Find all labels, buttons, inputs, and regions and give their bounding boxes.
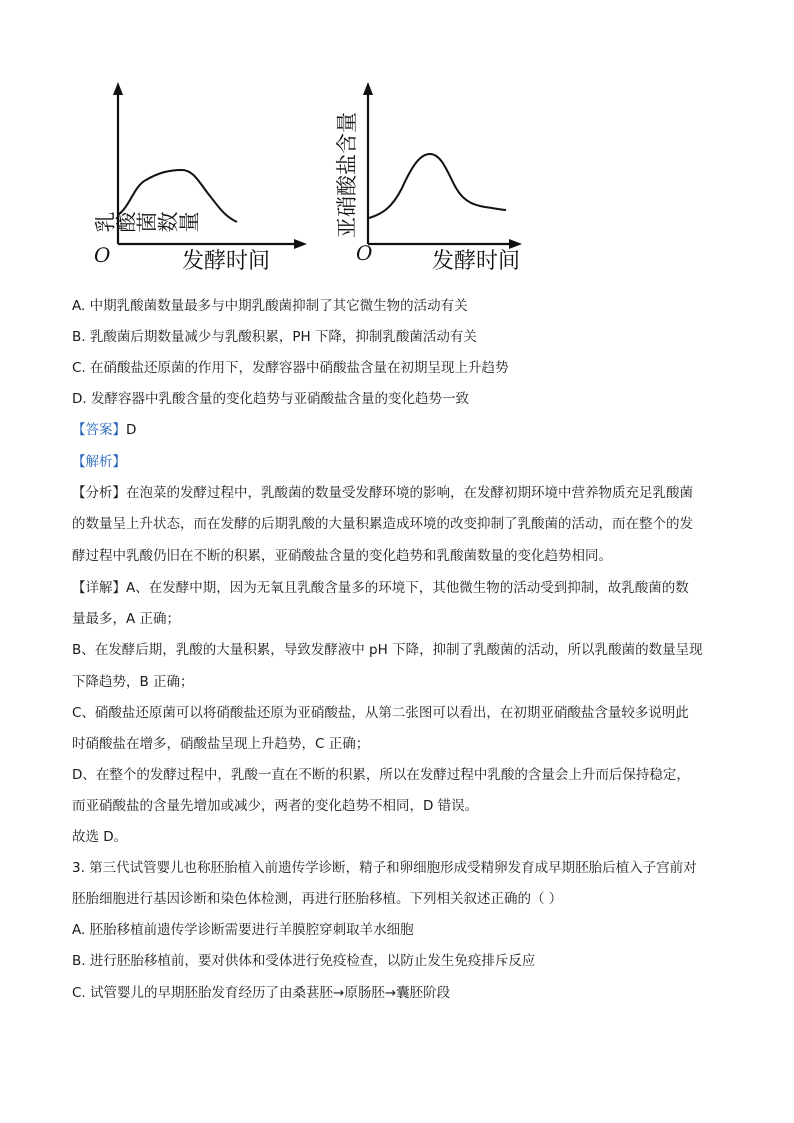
question3-stem-line1: 3. 第三代试管婴儿也称胚胎植入前遗传学诊断，精子和卵细胞形成受精卵发育成早期胚胎后植入子宫前对: [72, 860, 697, 876]
figure-two-curves: [72, 78, 542, 278]
chart1-x-arrow: [294, 239, 307, 249]
answer-tag: 【答案】: [72, 422, 126, 438]
chart-nitrite: [335, 82, 522, 274]
analysis-line: 而亚硝酸盐的含量先增加或减少，两者的变化趋势不相同，D 错误。: [72, 798, 479, 814]
analysis-line: 下降趋势，B 正确；: [72, 674, 194, 690]
question3-option-c: C. 试管婴儿的早期胚胎发育经历了由桑葚胚→原肠胚→囊胚阶段: [72, 985, 451, 1001]
chart2-ylabel: 亚硝酸盐含量: [335, 112, 359, 238]
answer-line: [72, 420, 732, 440]
chart1-y-arrow: [113, 82, 123, 95]
answer-value: D: [126, 422, 137, 438]
analysis-line: D、在整个的发酵过程中，乳酸一直在不断的积累，所以在发酵过程中乳酸的含量会上升而后保持稳定，: [72, 767, 690, 783]
chart2-curve: [369, 154, 506, 218]
option-a: A. 中期乳酸菌数量最多与中期乳酸菌抑制了其它微生物的活动有关: [72, 298, 468, 314]
analysis-conclusion: 故选 D。: [72, 829, 128, 845]
chart1-ylabel: 乳酸菌数量: [94, 211, 199, 235]
chart2-origin: O: [356, 241, 373, 265]
analysis-line: 【详解】A、在发酵中期，因为无氧且乳酸含量多的环境下，其他微生物的活动受到抑制，故乳酸菌的数: [72, 580, 689, 596]
analysis-line: B、在发酵后期，乳酸的大量积累，导致发酵液中 pH 下降，抑制了乳酸菌的活动，所以乳酸菌的数量呈现: [72, 642, 703, 658]
option-d: D. 发酵容器中乳酸含量的变化趋势与亚硝酸盐含量的变化趋势一致: [72, 391, 469, 407]
figure-svg: [72, 78, 542, 278]
chart1-origin: O: [94, 243, 111, 267]
option-b: B. 乳酸菌后期数量减少与乳酸积累，PH 下降，抑制乳酸菌活动有关: [72, 329, 477, 345]
analysis-tag: 【解析】: [72, 454, 126, 470]
analysis-line: 的数量呈上升状态，而在发酵的后期乳酸的大量积累造成环境的改变抑制了乳酸菌的活动，而在整个的发: [72, 516, 693, 532]
analysis-line: C、硝酸盐还原菌可以将硝酸盐还原为亚硝酸盐，从第二张图可以看出，在初期亚硝酸盐含量较多说明此: [72, 705, 689, 721]
question3-option-b: B. 进行胚胎移植前，要对供体和受体进行免疫检查，以防止发生免疫排斥反应: [72, 953, 536, 969]
chart1-xlabel: 发酵时间: [182, 249, 271, 274]
option-c: C. 在硝酸盐还原菌的作用下，发酵容器中硝酸盐含量在初期呈现上升趋势: [72, 360, 509, 376]
analysis-line: 时硝酸盐在增多，硝酸盐呈现上升趋势，C 正确；: [72, 736, 370, 752]
question3-option-a: A. 胚胎移植前遗传学诊断需要进行羊膜腔穿刺取羊水细胞: [72, 922, 414, 938]
analysis-line: 量最多，A 正确；: [72, 611, 181, 627]
chart-lactobacillus: [94, 82, 307, 274]
chart2-x-arrow: [509, 239, 522, 249]
analysis-line: 【分析】在泡菜的发酵过程中，乳酸菌的数量受发酵环境的影响，在发酵初期环境中营养物质充足乳酸菌: [72, 485, 693, 501]
analysis-line: 酵过程中乳酸仍旧在不断的积累，亚硝酸盐含量的变化趋势和乳酸菌数量的变化趋势相同。: [72, 548, 612, 564]
chart2-xlabel: 发酵时间: [432, 249, 521, 274]
chart2-y-arrow: [363, 82, 373, 95]
question3-stem-line2: 胚胎细胞进行基因诊断和染色体检测，再进行胚胎移植。下列相关叙述正确的（ ）: [72, 891, 563, 907]
